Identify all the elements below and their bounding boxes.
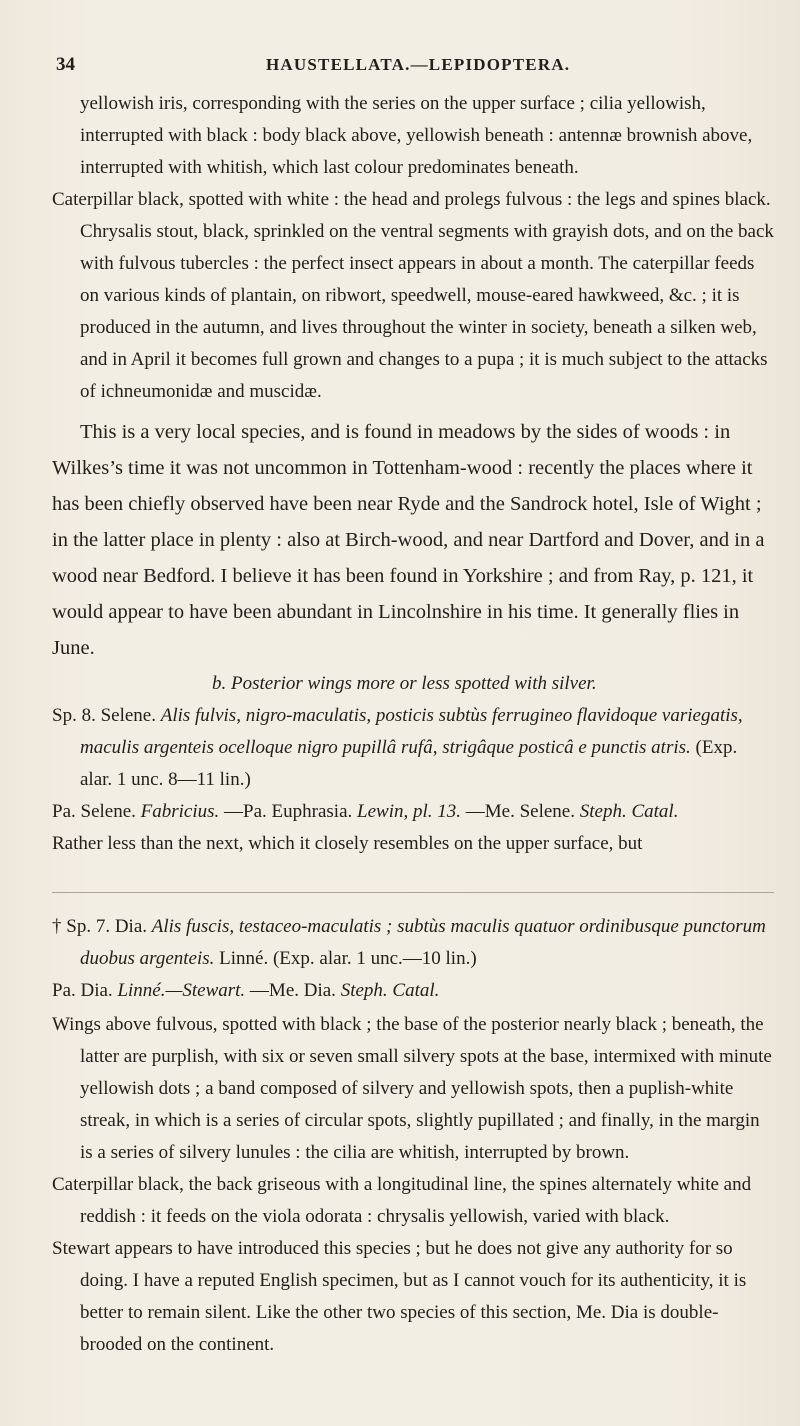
paragraph-continuation: yellowish iris, corresponding with the series on the upper surface ; cilia yellowish, interrupted with black : body black above, yellowish beneath : antennæ brownish above, interrupted with whitish, which last colour predominates beneath. xyxy=(80,93,753,178)
paragraph-dia-wings: Wings above fulvous, spotted with black ; the base of the posterior nearly black ; beneath, the latter are purplish, with six or seven small silvery spots at the base, intermixed with minute yellowish dots ; a band composed of silvery and yellowish spots, then a puplish-white streak, in which is a series of circular spots, slightly pupillated ; and finally, in the margin is a series of silvery lunules : the cilia are whitish, interrupted by brown. xyxy=(52,1014,772,1163)
page-body xyxy=(52,88,774,1361)
synonym-authority: Steph. Catal. xyxy=(340,980,440,1001)
species-selene-description xyxy=(52,700,774,796)
synonym-name: Pa. Dia. xyxy=(52,980,113,1001)
species-dia-description xyxy=(52,911,774,975)
synonymy-dia xyxy=(52,975,774,1007)
paragraph-dia-caterpillar: Caterpillar black, the back griseous with a longitudinal line, the spines alternately white and reddish : it feeds on the viola odorata : chrysalis yellowish, varied with black. xyxy=(52,1174,752,1227)
paragraph-selene-comparison: Rather less than the next, which it closely resembles on the upper surface, but xyxy=(52,833,643,854)
synonym-authority: Fabricius. xyxy=(140,801,220,822)
species-label: † Sp. 7. Dia. xyxy=(52,916,147,937)
paragraph-locality: This is a very local species, and is found in meadows by the sides of woods : in Wilkes’s time it was not uncommon in Tottenham-wood : recently the places where it has been chiefly observed have been near Ryde and the Sandrock hotel, Isle of Wight ; in the latter place in plenty : also at Birch-wood, and near Dartford and Dover, and in a wood near Bedford. I believe it has been found in Yorkshire ; and from Ray, p. 121, it would appear to have been abundant in Lincolnshire in his time. It generally flies in June. xyxy=(52,421,765,659)
synonym-name: —Pa. Euphrasia. xyxy=(224,801,353,822)
wing-expanse: (Exp. alar. 1 unc.—10 lin.) xyxy=(272,948,477,969)
synonym-authority: Steph. Catal. xyxy=(579,801,679,822)
paragraph-dia-authority: Stewart appears to have introduced this species ; but he does not give any authority for so doing. I have a reputed English specimen, but as I cannot vouch for its authenticity, it is better to remain silent. Like the other two species of this section, Me. Dia is double-brooded on the continent. xyxy=(52,1238,747,1355)
page-header xyxy=(56,54,760,80)
running-head: HAUSTELLATA.—LEPIDOPTERA. xyxy=(266,55,571,74)
synonym-name: Pa. Selene. xyxy=(52,801,136,822)
synonym-name: —Me. Dia. xyxy=(249,980,336,1001)
latin-diagnosis: Alis fuscis, testaceo-maculatis ; subtùs maculis quatuor ordinibusque punctorum duobus argenteis. xyxy=(80,916,766,969)
species-authority: Linné. xyxy=(219,948,269,969)
paragraph-caterpillar-selene: Caterpillar black, spotted with white : the head and prolegs fulvous : the legs and spines black. Chrysalis stout, black, sprinkled on the ventral segments with grayish dots, and on the back with fulvous tubercles : the perfect insect appears in about a month. The caterpillar feeds on various kinds of plantain, on ribwort, speedwell, mouse-eared hawkweed, &c. ; it is produced in the autumn, and lives throughout the winter in society, beneath a silken web, and in April it becomes full grown and changes to a pupa ; it is much subject to the attacks of ichneumonidæ and muscidæ. xyxy=(52,189,774,402)
synonym-authority: Linné.—Stewart. xyxy=(117,980,246,1001)
wing-expanse: (Exp. alar. 1 unc. 8—11 lin.) xyxy=(80,737,738,790)
section-divider xyxy=(52,892,774,893)
section-heading: b. Posterior wings more or less spotted with silver. xyxy=(212,673,597,694)
page-number: 34 xyxy=(56,54,75,75)
synonym-authority: Lewin, pl. 13. xyxy=(357,801,462,822)
synonym-name: —Me. Selene. xyxy=(465,801,575,822)
species-label: Sp. 8. Selene. xyxy=(52,705,156,726)
synonymy-selene xyxy=(52,796,774,828)
latin-diagnosis: Alis fulvis, nigro-maculatis, posticis subtùs ferrugineo flavidoque variegatis, maculis argenteis ocelloque nigro pupillâ rufâ, strigâque posticâ e punctis atris. xyxy=(80,705,743,758)
